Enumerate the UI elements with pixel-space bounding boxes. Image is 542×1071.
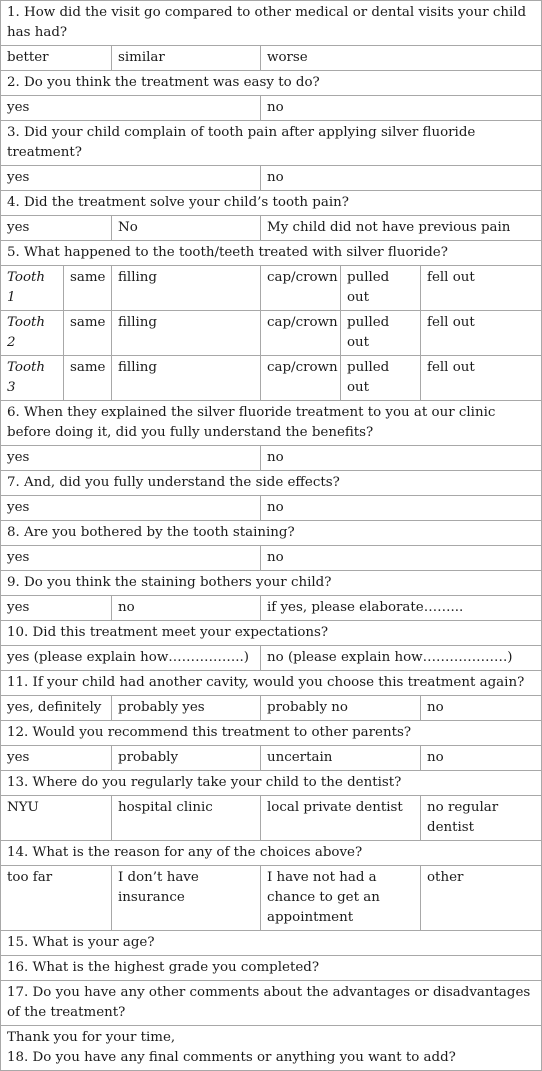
question-13-options (1, 796, 542, 841)
question-16-text: 16. What is the highest grade you completed? (1, 956, 542, 981)
q5-tooth-1-fell-out[interactable]: fell out (421, 266, 542, 311)
question-11-options (1, 696, 542, 721)
q3-option-yes[interactable]: yes (1, 166, 261, 191)
question-6-row (1, 401, 542, 446)
question-17-row (1, 981, 542, 1026)
thank-you-text: Thank you for your time, (7, 1030, 176, 1045)
q13-option-nyu[interactable]: NYU (1, 796, 112, 841)
q5-tooth-1-same[interactable]: same (64, 266, 112, 311)
question-17-text: 17. Do you have any other comments about the advantages or disadvantages of the treatment? (1, 981, 542, 1026)
question-18-text: 18. Do you have any final comments or anything you want to add? (7, 1050, 456, 1065)
q14-option-no-insurance[interactable]: I don’t have insurance (112, 866, 261, 931)
question-7-options (1, 496, 542, 521)
q5-tooth-3-cap-crown[interactable]: cap/crown (261, 356, 341, 401)
question-7-text: 7. And, did you fully understand the side effects? (1, 471, 542, 496)
q6-option-no[interactable]: no (261, 446, 542, 471)
question-3-text: 3. Did your child complain of tooth pain after applying silver fluoride treatment? (1, 121, 542, 166)
question-10-text: 10. Did this treatment meet your expectations? (1, 621, 542, 646)
q5-tooth-3-label: Tooth 3 (1, 356, 64, 401)
question-5-text: 5. What happened to the tooth/teeth treated with silver fluoride? (1, 241, 542, 266)
q12-option-yes[interactable]: yes (1, 746, 112, 771)
question-10-options (1, 646, 542, 671)
question-8-text: 8. Are you bothered by the tooth staining? (1, 521, 542, 546)
question-11-row (1, 671, 542, 696)
q9-option-yes[interactable]: yes (1, 596, 112, 621)
q14-option-other[interactable]: other (421, 866, 542, 931)
question-9-row (1, 571, 542, 596)
question-9-options (1, 596, 542, 621)
q5-tooth-3-filling[interactable]: filling (112, 356, 261, 401)
q11-option-probably-yes[interactable]: probably yes (112, 696, 261, 721)
q5-tooth-2-row (1, 311, 542, 356)
q2-option-yes[interactable]: yes (1, 96, 261, 121)
q11-option-no[interactable]: no (421, 696, 542, 721)
q5-tooth-3-row (1, 356, 542, 401)
question-2-row (1, 71, 542, 96)
q9-option-elaborate[interactable]: if yes, please elaborate……... (261, 596, 542, 621)
question-2-options (1, 96, 542, 121)
q1-option-worse[interactable]: worse (261, 46, 542, 71)
q5-tooth-1-pulled-out[interactable]: pulled out (341, 266, 421, 311)
question-3-options (1, 166, 542, 191)
question-13-text: 13. Where do you regularly take your child to the dentist? (1, 771, 542, 796)
question-10-row (1, 621, 542, 646)
question-4-options (1, 216, 542, 241)
q14-option-too-far[interactable]: too far (1, 866, 112, 931)
question-3-row (1, 121, 542, 166)
q5-tooth-2-cap-crown[interactable]: cap/crown (261, 311, 341, 356)
question-6-text: 6. When they explained the silver fluoride treatment to you at our clinic before doing it, did you fully understand the benefits? (1, 401, 542, 446)
question-1-options (1, 46, 542, 71)
q5-tooth-2-same[interactable]: same (64, 311, 112, 356)
q9-option-no[interactable]: no (112, 596, 261, 621)
question-9-text: 9. Do you think the staining bothers your child? (1, 571, 542, 596)
question-14-options (1, 866, 542, 931)
question-12-options (1, 746, 542, 771)
q8-option-no[interactable]: no (261, 546, 542, 571)
q4-option-yes[interactable]: yes (1, 216, 112, 241)
q5-tooth-3-pulled-out[interactable]: pulled out (341, 356, 421, 401)
q12-option-no[interactable]: no (421, 746, 542, 771)
q13-option-hospital-clinic[interactable]: hospital clinic (112, 796, 261, 841)
q4-option-no[interactable]: No (112, 216, 261, 241)
q1-option-better[interactable]: better (1, 46, 112, 71)
question-1-text: 1. How did the visit go compared to other medical or dental visits your child has had? (1, 1, 542, 46)
question-11-text: 11. If your child had another cavity, would you choose this treatment again? (1, 671, 542, 696)
question-15-text: 15. What is your age? (1, 931, 542, 956)
q11-option-probably-no[interactable]: probably no (261, 696, 421, 721)
q10-option-no[interactable]: no (please explain how……………….) (261, 646, 542, 671)
question-2-text: 2. Do you think the treatment was easy to do? (1, 71, 542, 96)
question-12-row (1, 721, 542, 746)
q5-tooth-2-fell-out[interactable]: fell out (421, 311, 542, 356)
q3-option-no[interactable]: no (261, 166, 542, 191)
q12-option-probably[interactable]: probably (112, 746, 261, 771)
q7-option-yes[interactable]: yes (1, 496, 261, 521)
q6-option-yes[interactable]: yes (1, 446, 261, 471)
question-14-text: 14. What is the reason for any of the choices above? (1, 841, 542, 866)
question-12-text: 12. Would you recommend this treatment to other parents? (1, 721, 542, 746)
q5-tooth-3-fell-out[interactable]: fell out (421, 356, 542, 401)
question-8-options (1, 546, 542, 571)
q5-tooth-2-label: Tooth 2 (1, 311, 64, 356)
q7-option-no[interactable]: no (261, 496, 542, 521)
q13-option-local-private-dentist[interactable]: local private dentist (261, 796, 421, 841)
q5-tooth-1-row (1, 266, 542, 311)
question-8-row (1, 521, 542, 546)
question-18-row (1, 1026, 542, 1071)
question-16-row (1, 956, 542, 981)
question-13-row (1, 771, 542, 796)
question-14-row (1, 841, 542, 866)
question-7-row (1, 471, 542, 496)
q5-tooth-2-filling[interactable]: filling (112, 311, 261, 356)
q11-option-yes-definitely[interactable]: yes, definitely (1, 696, 112, 721)
q8-option-yes[interactable]: yes (1, 546, 261, 571)
q5-tooth-3-same[interactable]: same (64, 356, 112, 401)
q2-option-no[interactable]: no (261, 96, 542, 121)
q5-tooth-2-pulled-out[interactable]: pulled out (341, 311, 421, 356)
question-15-row (1, 931, 542, 956)
question-18-cell (1, 1026, 542, 1071)
question-6-options (1, 446, 542, 471)
q5-tooth-1-cap-crown[interactable]: cap/crown (261, 266, 341, 311)
q10-option-yes[interactable]: yes (please explain how……………..) (1, 646, 261, 671)
q13-option-no-regular-dentist[interactable]: no regular dentist (421, 796, 542, 841)
q5-tooth-1-filling[interactable]: filling (112, 266, 261, 311)
q12-option-uncertain[interactable]: uncertain (261, 746, 421, 771)
q14-option-no-appointment[interactable]: I have not had a chance to get an appointment (261, 866, 421, 931)
q1-option-similar[interactable]: similar (112, 46, 261, 71)
question-4-text: 4. Did the treatment solve your child’s tooth pain? (1, 191, 542, 216)
q4-option-no-previous-pain[interactable]: My child did not have previous pain (261, 216, 542, 241)
question-4-row (1, 191, 542, 216)
question-5-row (1, 241, 542, 266)
q5-tooth-1-label: Tooth 1 (1, 266, 64, 311)
question-1-row (1, 1, 542, 46)
